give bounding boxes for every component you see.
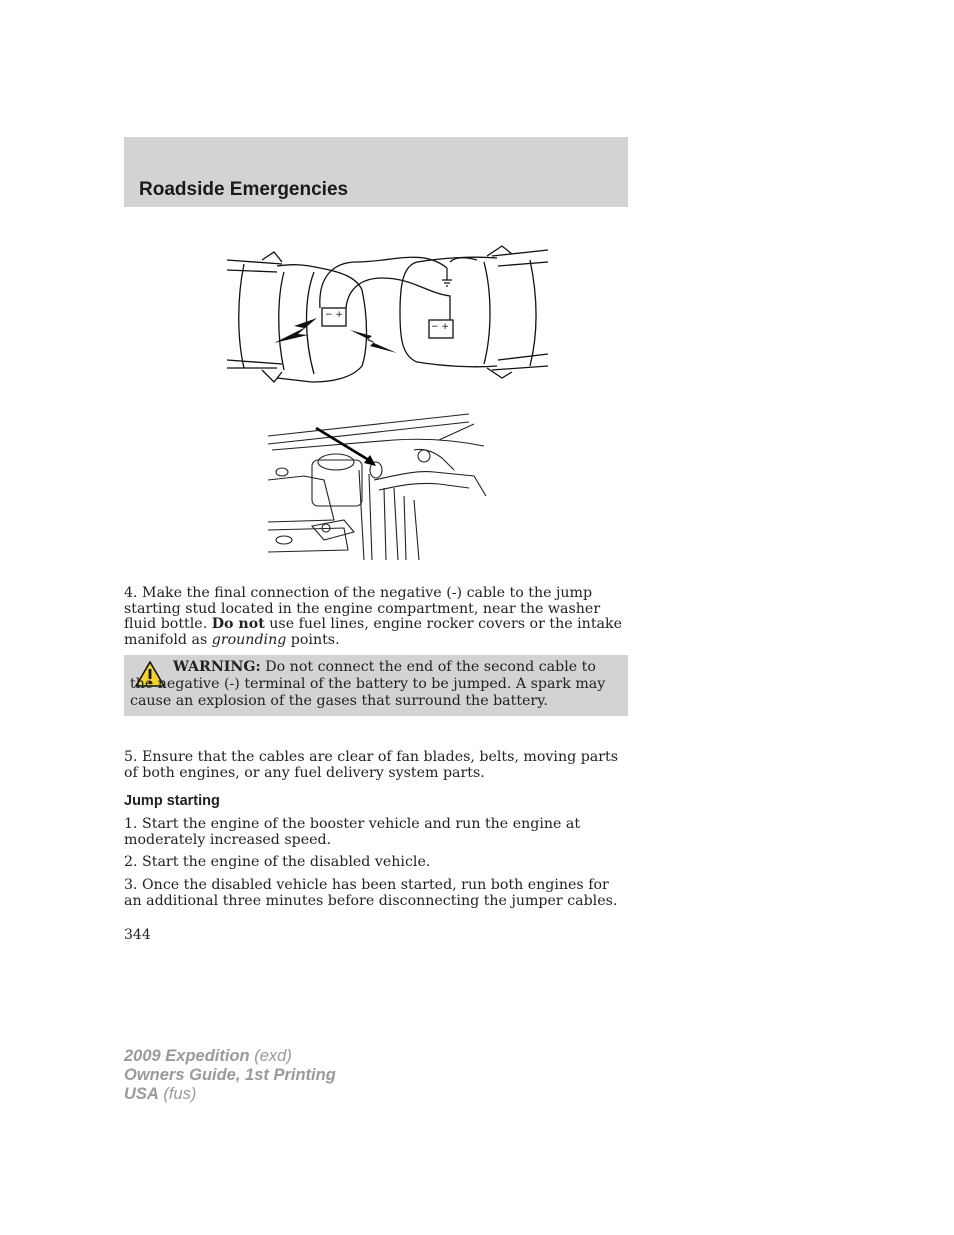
warning-box [124,655,628,716]
step-4-paragraph: 4. Make the final connection of the negative (-) cable to the jump starting stud located in the engine compartment, near the washer fluid bottle. Do not use fuel lines, engine rocker covers or the intake manifold as grounding points. [124,585,622,648]
jump-starting-heading: Jump starting [124,793,220,809]
jumper-cables-cars-diagram [222,238,552,396]
footer-imprint: 2009 Expedition (exd) Owners Guide, 1st Printing USA (fus) [124,1047,336,1103]
step-5-paragraph: 5. Ensure that the cables are clear of fan blades, belts, moving parts of both engines, or any fuel delivery system parts. [124,749,618,781]
jump-step-2: 2. Start the engine of the disabled vehicle. [124,854,431,870]
booster-battery-terminals: − + [325,310,343,320]
spark-icon [274,318,317,343]
jump-step-3: 3. Once the disabled vehicle has been started, run both engines for an additional three minutes before disconnecting the jumper cables. [124,877,618,909]
arrow-icon [364,455,376,466]
jump-step-1: 1. Start the engine of the booster vehicle and run the engine at moderately increased speed. [124,816,581,848]
engine-compartment-diagram [264,410,492,570]
section-header-band [124,137,628,207]
page-number: 344 [124,927,151,943]
disabled-battery-terminals: − + [431,322,449,332]
spark-icon [350,330,397,353]
grounding-emphasis: grounding [211,631,287,648]
warning-text: WARNING: Do not connect the end of the second cable to the negative (-) terminal of the battery to be jumped. A spark may cause an explosion of the gases that surround the battery. [130,659,606,709]
section-title: Roadside Emergencies [139,179,349,200]
do-not-emphasis: Do not [211,616,265,632]
warning-label: WARNING: [173,659,261,675]
